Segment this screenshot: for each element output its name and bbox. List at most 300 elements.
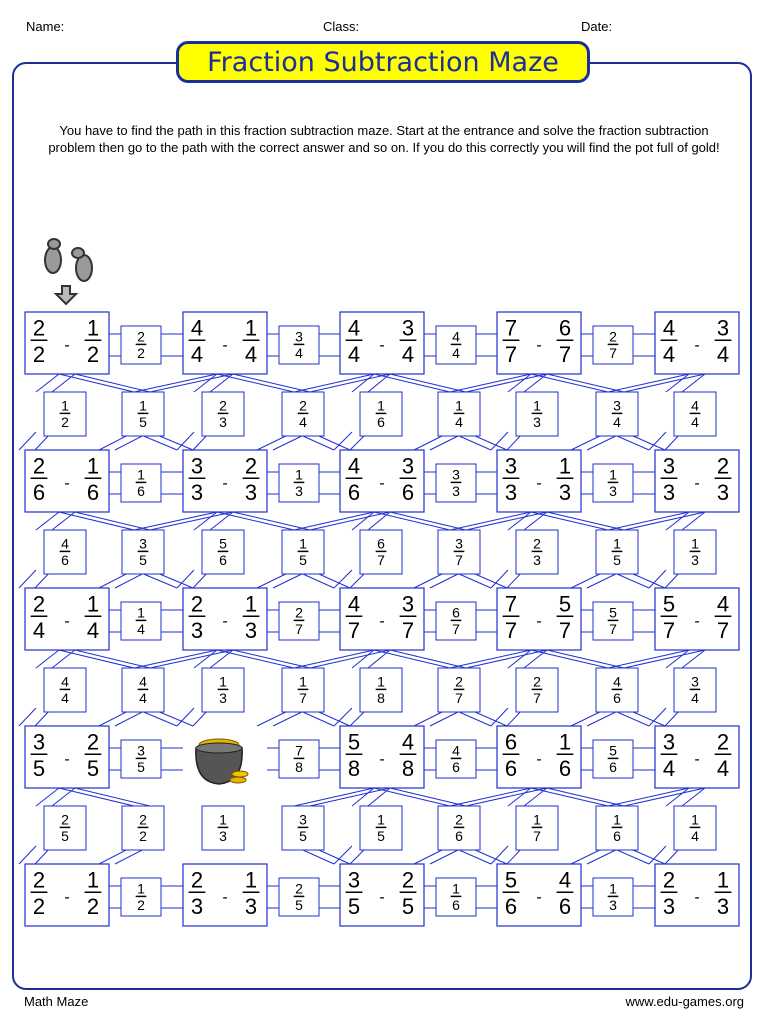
minuend-fraction <box>503 315 520 366</box>
corridor-wall <box>666 512 705 530</box>
instructions-text: You have to find the path in this fraction subtraction maze. Start at the entrance and solve the fraction subtraction problem then go to the path with the correct answer and so on. If you do this correctly you will find the pot full of gold! <box>48 123 720 155</box>
minus-sign: - <box>536 751 542 768</box>
numerator: 2 <box>299 397 307 414</box>
minus-sign: - <box>536 613 542 630</box>
denominator: 6 <box>504 893 518 919</box>
answer-fraction <box>454 397 465 430</box>
numerator: 1 <box>244 867 258 893</box>
numerator: 2 <box>32 315 46 341</box>
minuend-fraction <box>31 315 48 366</box>
subtrahend-fraction <box>715 591 732 642</box>
denominator: 5 <box>613 552 621 569</box>
denominator: 6 <box>86 479 100 505</box>
numerator: 3 <box>662 729 676 755</box>
minus-sign: - <box>536 889 542 906</box>
numerator: 1 <box>137 466 145 483</box>
numerator: 2 <box>137 328 145 345</box>
denominator: 5 <box>139 414 147 431</box>
denominator: 4 <box>662 341 676 367</box>
numerator: 2 <box>86 729 100 755</box>
denominator: 7 <box>504 617 518 643</box>
denominator: 6 <box>609 759 617 776</box>
denominator: 5 <box>377 828 385 845</box>
denominator: 4 <box>452 345 460 362</box>
numerator: 1 <box>691 811 699 828</box>
numerator: 2 <box>244 453 258 479</box>
pot-rim <box>196 743 242 753</box>
numerator: 3 <box>299 811 307 828</box>
corridor-wall <box>531 512 624 530</box>
denominator: 6 <box>452 759 460 776</box>
minus-sign: - <box>379 475 385 492</box>
denominator: 7 <box>533 690 541 707</box>
answer-fraction <box>451 466 462 499</box>
numerator: 1 <box>219 811 227 828</box>
corridor-wall <box>294 650 390 668</box>
name-label: Name: <box>26 19 65 34</box>
minus-sign: - <box>694 613 700 630</box>
subtrahend-fraction <box>243 315 260 366</box>
answer-fraction <box>612 535 623 568</box>
numerator: 1 <box>137 604 145 621</box>
numerator: 1 <box>219 673 227 690</box>
numerator: 1 <box>691 535 699 552</box>
denominator: 3 <box>295 483 303 500</box>
numerator: 1 <box>86 867 100 893</box>
numerator: 4 <box>401 729 415 755</box>
minuend-fraction <box>189 591 206 642</box>
denominator: 6 <box>32 479 46 505</box>
numerator: 1 <box>299 535 307 552</box>
minus-sign: - <box>379 337 385 354</box>
answer-fraction <box>451 742 462 775</box>
denominator: 6 <box>401 479 415 505</box>
denominator: 3 <box>244 617 258 643</box>
denominator: 3 <box>716 479 730 505</box>
subtrahend-fraction <box>243 867 260 918</box>
numerator: 3 <box>716 315 730 341</box>
answer-fraction <box>608 328 619 361</box>
numerator: 3 <box>401 315 415 341</box>
corridor-wall <box>531 374 624 392</box>
numerator: 2 <box>716 729 730 755</box>
answer-fraction <box>294 880 305 913</box>
denominator: 4 <box>137 621 145 638</box>
subtrahend-fraction <box>243 591 260 642</box>
subtrahend-fraction <box>400 729 417 780</box>
answer-fraction <box>532 811 543 844</box>
numerator: 2 <box>455 673 463 690</box>
denominator: 6 <box>61 552 69 569</box>
minus-sign: - <box>222 475 228 492</box>
numerator: 1 <box>244 315 258 341</box>
denominator: 8 <box>295 759 303 776</box>
answer-fraction <box>376 811 387 844</box>
numerator: 3 <box>613 397 621 414</box>
denominator: 3 <box>716 893 730 919</box>
denominator: 3 <box>533 414 541 431</box>
numerator: 3 <box>662 453 676 479</box>
corridor-wall <box>374 374 466 392</box>
numerator: 4 <box>558 867 572 893</box>
answer-fraction <box>298 535 309 568</box>
denominator: 7 <box>455 552 463 569</box>
minus-sign: - <box>222 337 228 354</box>
minuend-fraction <box>189 315 206 366</box>
denominator: 7 <box>401 617 415 643</box>
numerator: 1 <box>558 453 572 479</box>
gold-coin <box>230 777 246 783</box>
numerator: 6 <box>452 604 460 621</box>
answer-fraction <box>454 673 465 706</box>
numerator: 1 <box>139 397 147 414</box>
numerator: 2 <box>61 811 69 828</box>
numerator: 3 <box>691 673 699 690</box>
minuend-fraction <box>503 453 520 504</box>
minus-sign: - <box>694 475 700 492</box>
corridor-wall <box>450 788 547 806</box>
denominator: 6 <box>219 552 227 569</box>
numerator: 4 <box>190 315 204 341</box>
denominator: 8 <box>347 755 361 781</box>
numerator: 4 <box>347 453 361 479</box>
numerator: 2 <box>139 811 147 828</box>
denominator: 5 <box>86 755 100 781</box>
answer-fraction <box>138 811 149 844</box>
answer-fraction <box>376 535 387 568</box>
denominator: 4 <box>295 345 303 362</box>
minuend-fraction <box>31 453 48 504</box>
corridor-wall <box>608 788 705 806</box>
numerator: 2 <box>32 867 46 893</box>
corridor-wall <box>374 650 466 668</box>
numerator: 1 <box>558 729 572 755</box>
date-label: Date: <box>581 19 613 34</box>
numerator: 7 <box>504 591 518 617</box>
answer-fraction <box>60 673 71 706</box>
denominator: 3 <box>219 690 227 707</box>
numerator: 1 <box>613 811 621 828</box>
answer-fraction <box>136 742 147 775</box>
numerator: 2 <box>190 867 204 893</box>
corridor-wall <box>59 650 150 668</box>
corridor-wall <box>531 650 624 668</box>
answer-fraction <box>298 673 309 706</box>
denominator: 6 <box>452 897 460 914</box>
corridor-wall <box>217 374 310 392</box>
corridor-wall <box>217 650 310 668</box>
denominator: 6 <box>558 755 572 781</box>
minuend-fraction <box>661 729 678 780</box>
denominator: 5 <box>347 893 361 919</box>
corridor-wall <box>59 512 150 530</box>
numerator: 1 <box>609 880 617 897</box>
numerator: 3 <box>455 535 463 552</box>
subtrahend-fraction <box>400 315 417 366</box>
numerator: 1 <box>377 811 385 828</box>
corridor-wall <box>374 512 466 530</box>
minus-sign: - <box>379 751 385 768</box>
numerator: 2 <box>662 867 676 893</box>
gold-coin <box>232 771 248 777</box>
minus-sign: - <box>694 889 700 906</box>
denominator: 4 <box>190 341 204 367</box>
corridor-wall <box>450 374 547 392</box>
answer-fraction <box>612 673 623 706</box>
denominator: 5 <box>295 897 303 914</box>
answer-fraction <box>454 811 465 844</box>
denominator: 4 <box>716 341 730 367</box>
denominator: 5 <box>137 759 145 776</box>
numerator: 2 <box>295 604 303 621</box>
footer-right: www.edu-games.org <box>625 994 744 1009</box>
subtrahend-fraction <box>243 453 260 504</box>
corridor-wall <box>134 374 233 392</box>
corridor-wall <box>450 512 547 530</box>
minus-sign: - <box>379 889 385 906</box>
minuend-fraction <box>661 591 678 642</box>
minus-sign: - <box>222 613 228 630</box>
answer-fraction <box>60 397 71 430</box>
numerator: 1 <box>609 466 617 483</box>
minus-sign: - <box>379 613 385 630</box>
subtrahend-fraction <box>85 867 102 918</box>
denominator: 4 <box>61 690 69 707</box>
answer-fraction <box>136 328 147 361</box>
class-label: Class: <box>323 19 360 34</box>
denominator: 2 <box>137 897 145 914</box>
numerator: 6 <box>377 535 385 552</box>
subtrahend-fraction <box>85 591 102 642</box>
numerator: 1 <box>613 535 621 552</box>
numerator: 1 <box>533 811 541 828</box>
numerator: 2 <box>190 591 204 617</box>
corridor-wall <box>134 650 233 668</box>
numerator: 5 <box>609 742 617 759</box>
numerator: 3 <box>401 591 415 617</box>
numerator: 5 <box>347 729 361 755</box>
numerator: 4 <box>61 535 69 552</box>
denominator: 3 <box>219 828 227 845</box>
denominator: 2 <box>86 893 100 919</box>
minuend-fraction <box>503 867 520 918</box>
denominator: 3 <box>190 617 204 643</box>
denominator: 6 <box>613 690 621 707</box>
minuend-fraction <box>661 315 678 366</box>
minus-sign: - <box>222 889 228 906</box>
denominator: 8 <box>401 755 415 781</box>
numerator: 2 <box>455 811 463 828</box>
answer-fraction <box>294 328 305 361</box>
subtrahend-fraction <box>85 453 102 504</box>
minuend-fraction <box>31 867 48 918</box>
minus-sign: - <box>64 337 70 354</box>
page-title: Fraction Subtraction Maze <box>176 41 590 83</box>
denominator: 3 <box>219 414 227 431</box>
subtrahend-fraction <box>715 729 732 780</box>
answer-fraction <box>451 880 462 913</box>
numerator: 4 <box>613 673 621 690</box>
minus-sign: - <box>536 337 542 354</box>
subtrahend-fraction <box>85 729 102 780</box>
minuend-fraction <box>661 867 678 918</box>
numerator: 1 <box>377 397 385 414</box>
footer-left: Math Maze <box>24 994 89 1009</box>
denominator: 7 <box>716 617 730 643</box>
numerator: 3 <box>504 453 518 479</box>
denominator: 7 <box>377 552 385 569</box>
minus-sign: - <box>64 613 70 630</box>
answer-fraction <box>60 811 71 844</box>
minuend-fraction <box>189 453 206 504</box>
answer-fraction <box>690 397 701 430</box>
denominator: 6 <box>137 483 145 500</box>
answer-fraction <box>451 604 462 637</box>
minus-sign: - <box>536 475 542 492</box>
answer-fraction <box>451 328 462 361</box>
answer-fraction <box>294 742 305 775</box>
numerator: 1 <box>716 867 730 893</box>
minus-sign: - <box>64 475 70 492</box>
denominator: 7 <box>533 828 541 845</box>
numerator: 1 <box>299 673 307 690</box>
subtrahend-fraction <box>557 591 574 642</box>
numerator: 3 <box>190 453 204 479</box>
minus-sign: - <box>694 337 700 354</box>
minuend-fraction <box>661 453 678 504</box>
denominator: 7 <box>295 621 303 638</box>
answer-fraction <box>608 742 619 775</box>
numerator: 1 <box>244 591 258 617</box>
minuend-fraction <box>346 591 363 642</box>
denominator: 3 <box>452 483 460 500</box>
numerator: 4 <box>347 315 361 341</box>
answer-fraction <box>60 535 71 568</box>
numerator: 1 <box>137 880 145 897</box>
denominator: 7 <box>558 341 572 367</box>
answer-fraction <box>136 604 147 637</box>
denominator: 7 <box>455 690 463 707</box>
denominator: 3 <box>190 893 204 919</box>
minuend-fraction <box>189 867 206 918</box>
corridor-wall <box>666 788 705 806</box>
corridor-wall <box>666 374 705 392</box>
subtrahend-fraction <box>557 315 574 366</box>
minus-sign: - <box>64 889 70 906</box>
numerator: 4 <box>61 673 69 690</box>
corridor-wall <box>134 512 233 530</box>
denominator: 3 <box>691 552 699 569</box>
answer-fraction <box>690 811 701 844</box>
numerator: 6 <box>504 729 518 755</box>
denominator: 5 <box>299 552 307 569</box>
corridor-wall <box>608 512 705 530</box>
subtrahend-fraction <box>715 867 732 918</box>
minuend-fraction <box>346 453 363 504</box>
numerator: 5 <box>609 604 617 621</box>
numerator: 5 <box>662 591 676 617</box>
answer-fraction <box>532 535 543 568</box>
numerator: 1 <box>452 880 460 897</box>
numerator: 4 <box>452 328 460 345</box>
denominator: 8 <box>377 690 385 707</box>
numerator: 3 <box>401 453 415 479</box>
denominator: 3 <box>533 552 541 569</box>
corridor-wall <box>531 788 624 806</box>
denominator: 4 <box>32 617 46 643</box>
denominator: 2 <box>86 341 100 367</box>
denominator: 5 <box>299 828 307 845</box>
denominator: 3 <box>190 479 204 505</box>
denominator: 3 <box>244 893 258 919</box>
denominator: 5 <box>61 828 69 845</box>
numerator: 1 <box>533 397 541 414</box>
numerator: 7 <box>295 742 303 759</box>
numerator: 4 <box>347 591 361 617</box>
subtrahend-fraction <box>85 315 102 366</box>
pot-of-gold-icon <box>196 739 248 784</box>
minuend-fraction <box>31 729 48 780</box>
denominator: 4 <box>86 617 100 643</box>
answer-fraction <box>532 673 543 706</box>
numerator: 1 <box>377 673 385 690</box>
corridor-wall <box>59 374 150 392</box>
denominator: 4 <box>691 414 699 431</box>
answer-fraction <box>298 397 309 430</box>
answer-fraction <box>612 811 623 844</box>
corridor-wall <box>608 650 705 668</box>
answer-fraction <box>218 811 229 844</box>
denominator: 6 <box>377 414 385 431</box>
denominator: 4 <box>401 341 415 367</box>
minuend-fraction <box>346 315 363 366</box>
denominator: 2 <box>139 828 147 845</box>
denominator: 7 <box>347 617 361 643</box>
denominator: 4 <box>613 414 621 431</box>
numerator: 4 <box>716 591 730 617</box>
corridor-wall <box>608 374 705 392</box>
answer-fraction <box>608 880 619 913</box>
denominator: 7 <box>299 690 307 707</box>
subtrahend-fraction <box>400 867 417 918</box>
subtrahend-fraction <box>557 867 574 918</box>
answer-fraction <box>138 673 149 706</box>
numerator: 2 <box>716 453 730 479</box>
answer-fraction <box>690 535 701 568</box>
answer-fraction <box>218 397 229 430</box>
corridor-wall <box>374 788 466 806</box>
answer-fraction <box>532 397 543 430</box>
numerator: 1 <box>455 397 463 414</box>
denominator: 3 <box>244 479 258 505</box>
denominator: 4 <box>347 341 361 367</box>
denominator: 5 <box>139 552 147 569</box>
minus-sign: - <box>64 751 70 768</box>
denominator: 5 <box>401 893 415 919</box>
numerator: 1 <box>86 453 100 479</box>
answer-fraction <box>376 673 387 706</box>
answer-fraction <box>376 397 387 430</box>
denominator: 7 <box>558 617 572 643</box>
numerator: 2 <box>609 328 617 345</box>
corridor-wall <box>294 374 390 392</box>
numerator: 2 <box>32 591 46 617</box>
denominator: 7 <box>452 621 460 638</box>
corridor-wall <box>294 788 390 806</box>
corridor-wall <box>294 512 390 530</box>
numerator: 4 <box>452 742 460 759</box>
numerator: 5 <box>558 591 572 617</box>
